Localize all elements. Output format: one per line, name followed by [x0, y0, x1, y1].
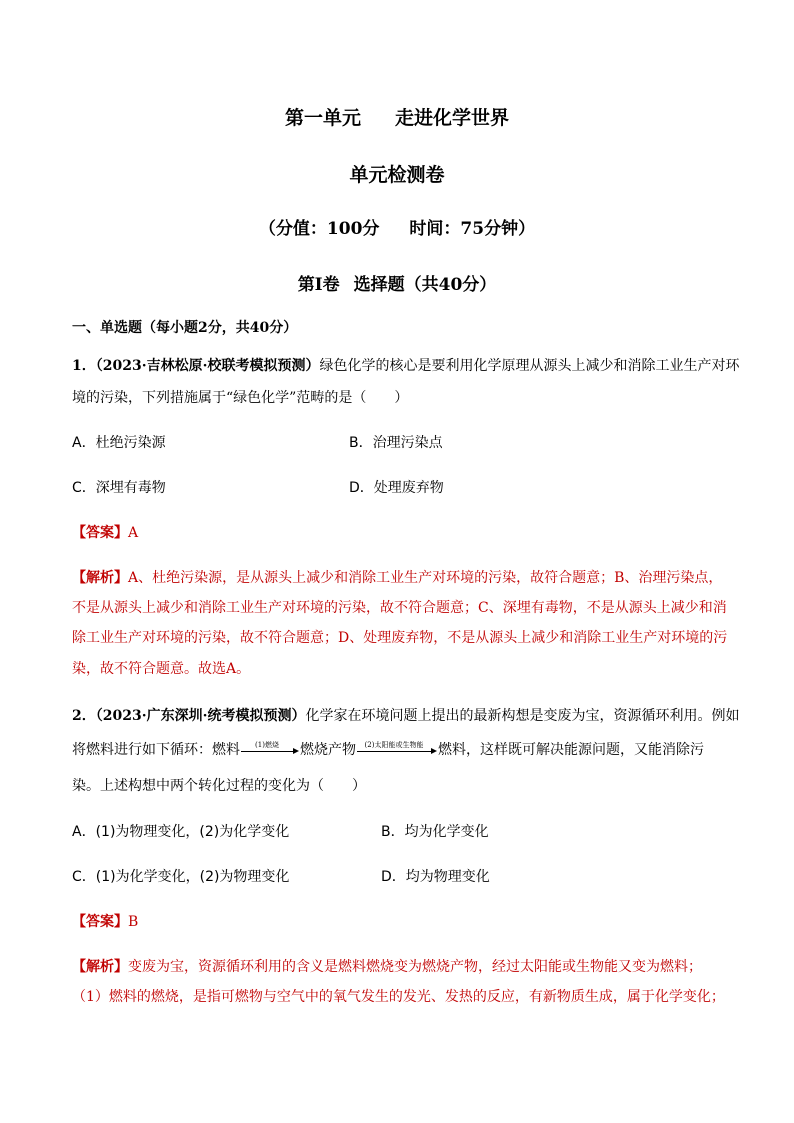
q2-stem-part-b: 燃烧产物: [300, 742, 356, 758]
q2-stem-line3: 染。上述构想中两个转化过程的变化为（ ）: [72, 778, 366, 794]
q2-source: （2023·广东深圳·统考模拟预测）: [95, 708, 306, 724]
q2-analysis-line2: （1）燃料的燃烧，是指可燃物与空气中的氧气发生的发光、发热的反应，有新物质生成，属于化学变化；: [72, 989, 725, 1005]
q2-analysis-text: 变废为宝，资源循环利用的含义是燃料燃烧变为燃烧产物，经过太阳能或生物能又变为燃料；: [128, 959, 702, 975]
q1-option-a: A．杜绝污染源: [72, 435, 166, 451]
q2-option-b: B．均为化学变化: [381, 824, 489, 840]
arrow-combustion: [241, 743, 299, 757]
volume-title: [0, 270, 794, 295]
q1-source: （2023·吉林松原·校联考模拟预测）: [95, 358, 320, 374]
q2-option-c: C．(1)为化学变化，(2)为物理变化: [72, 869, 290, 885]
q2-stem-text: 化学家在环境问题上提出的最新构想是变废为宝，资源循环利用。例如: [305, 708, 740, 724]
q1-analysis-label: 【解析】: [72, 570, 128, 586]
section-title: 一、单选题（每小题2分，共40分）: [72, 320, 298, 336]
q1-option-c: C．深埋有毒物: [72, 480, 166, 496]
q1-analysis-text: A、杜绝污染源，是从源头上减少和消除工业生产对环境的污染，故符合题意；B、治理污染点，: [128, 570, 723, 586]
q2-option-d: D．均为物理变化: [381, 869, 490, 885]
q2-stem-part-c: 燃料，这样既可解决能源问题，又能消除污: [438, 742, 704, 758]
arrow-solar-bio: [357, 743, 437, 757]
exam-subtitle: 单元检测卷: [349, 164, 445, 186]
q1-stem-line2: 境的污染，下列措施属于“绿色化学”范畴的是（ ）: [72, 390, 409, 406]
q2-stem-part-a: 将燃料进行如下循环：燃料: [72, 742, 240, 758]
unit-number: 第一单元: [284, 107, 361, 129]
q2-answer: [72, 912, 732, 932]
q1-answer: [72, 523, 732, 543]
q1-analysis-line2: 不是从源头上减少和消除工业生产对环境的污染，故不符合题意；C、深埋有毒物，不是从源头上减少和消: [72, 600, 727, 616]
q2-analysis-line1: [72, 957, 732, 977]
q1-stem-text: 绿色化学的核心是要利用化学原理从源头上减少和消除工业生产对环: [319, 358, 740, 374]
unit-title: [0, 103, 794, 130]
volume-number: 第I卷: [297, 275, 340, 295]
unit-name: 走进化学世界: [395, 107, 510, 129]
q1-option-b: B．治理污染点: [349, 435, 443, 451]
q2-stem-line2: [72, 740, 732, 760]
arrow-solar-bio-label: (2)太阳能或生物能: [364, 741, 424, 749]
q1-answer-value: A: [128, 525, 139, 541]
q1-stem-line1: [72, 356, 740, 376]
q2-answer-label: 【答案】: [72, 914, 128, 930]
volume-name: 选择题（共40分）: [353, 275, 497, 295]
q2-stem-line1: [72, 706, 740, 726]
time-info: 时间：75分钟）: [409, 219, 536, 239]
q2-answer-value: B: [128, 914, 139, 930]
score-time-info: [0, 214, 794, 239]
q1-analysis-line4: 染，故不符合题意。故选A。: [72, 661, 251, 677]
arrow-combustion-label: (1)燃烧: [255, 741, 279, 749]
q2-option-a: A．(1)为物理变化，(2)为化学变化: [72, 824, 290, 840]
q1-option-d: D．处理废弃物: [349, 480, 444, 496]
score-info: （分值：100分: [258, 219, 380, 239]
q1-number: 1．: [72, 358, 96, 374]
q2-analysis-label: 【解析】: [72, 959, 128, 975]
q1-analysis-line1: [72, 568, 732, 588]
q1-answer-label: 【答案】: [72, 525, 128, 541]
q2-number: 2．: [72, 708, 96, 724]
q1-analysis-line3: 除工业生产对环境的污染，故不符合题意；D、处理废弃物，不是从源头上减少和消除工业生产对环境的污: [72, 630, 728, 646]
